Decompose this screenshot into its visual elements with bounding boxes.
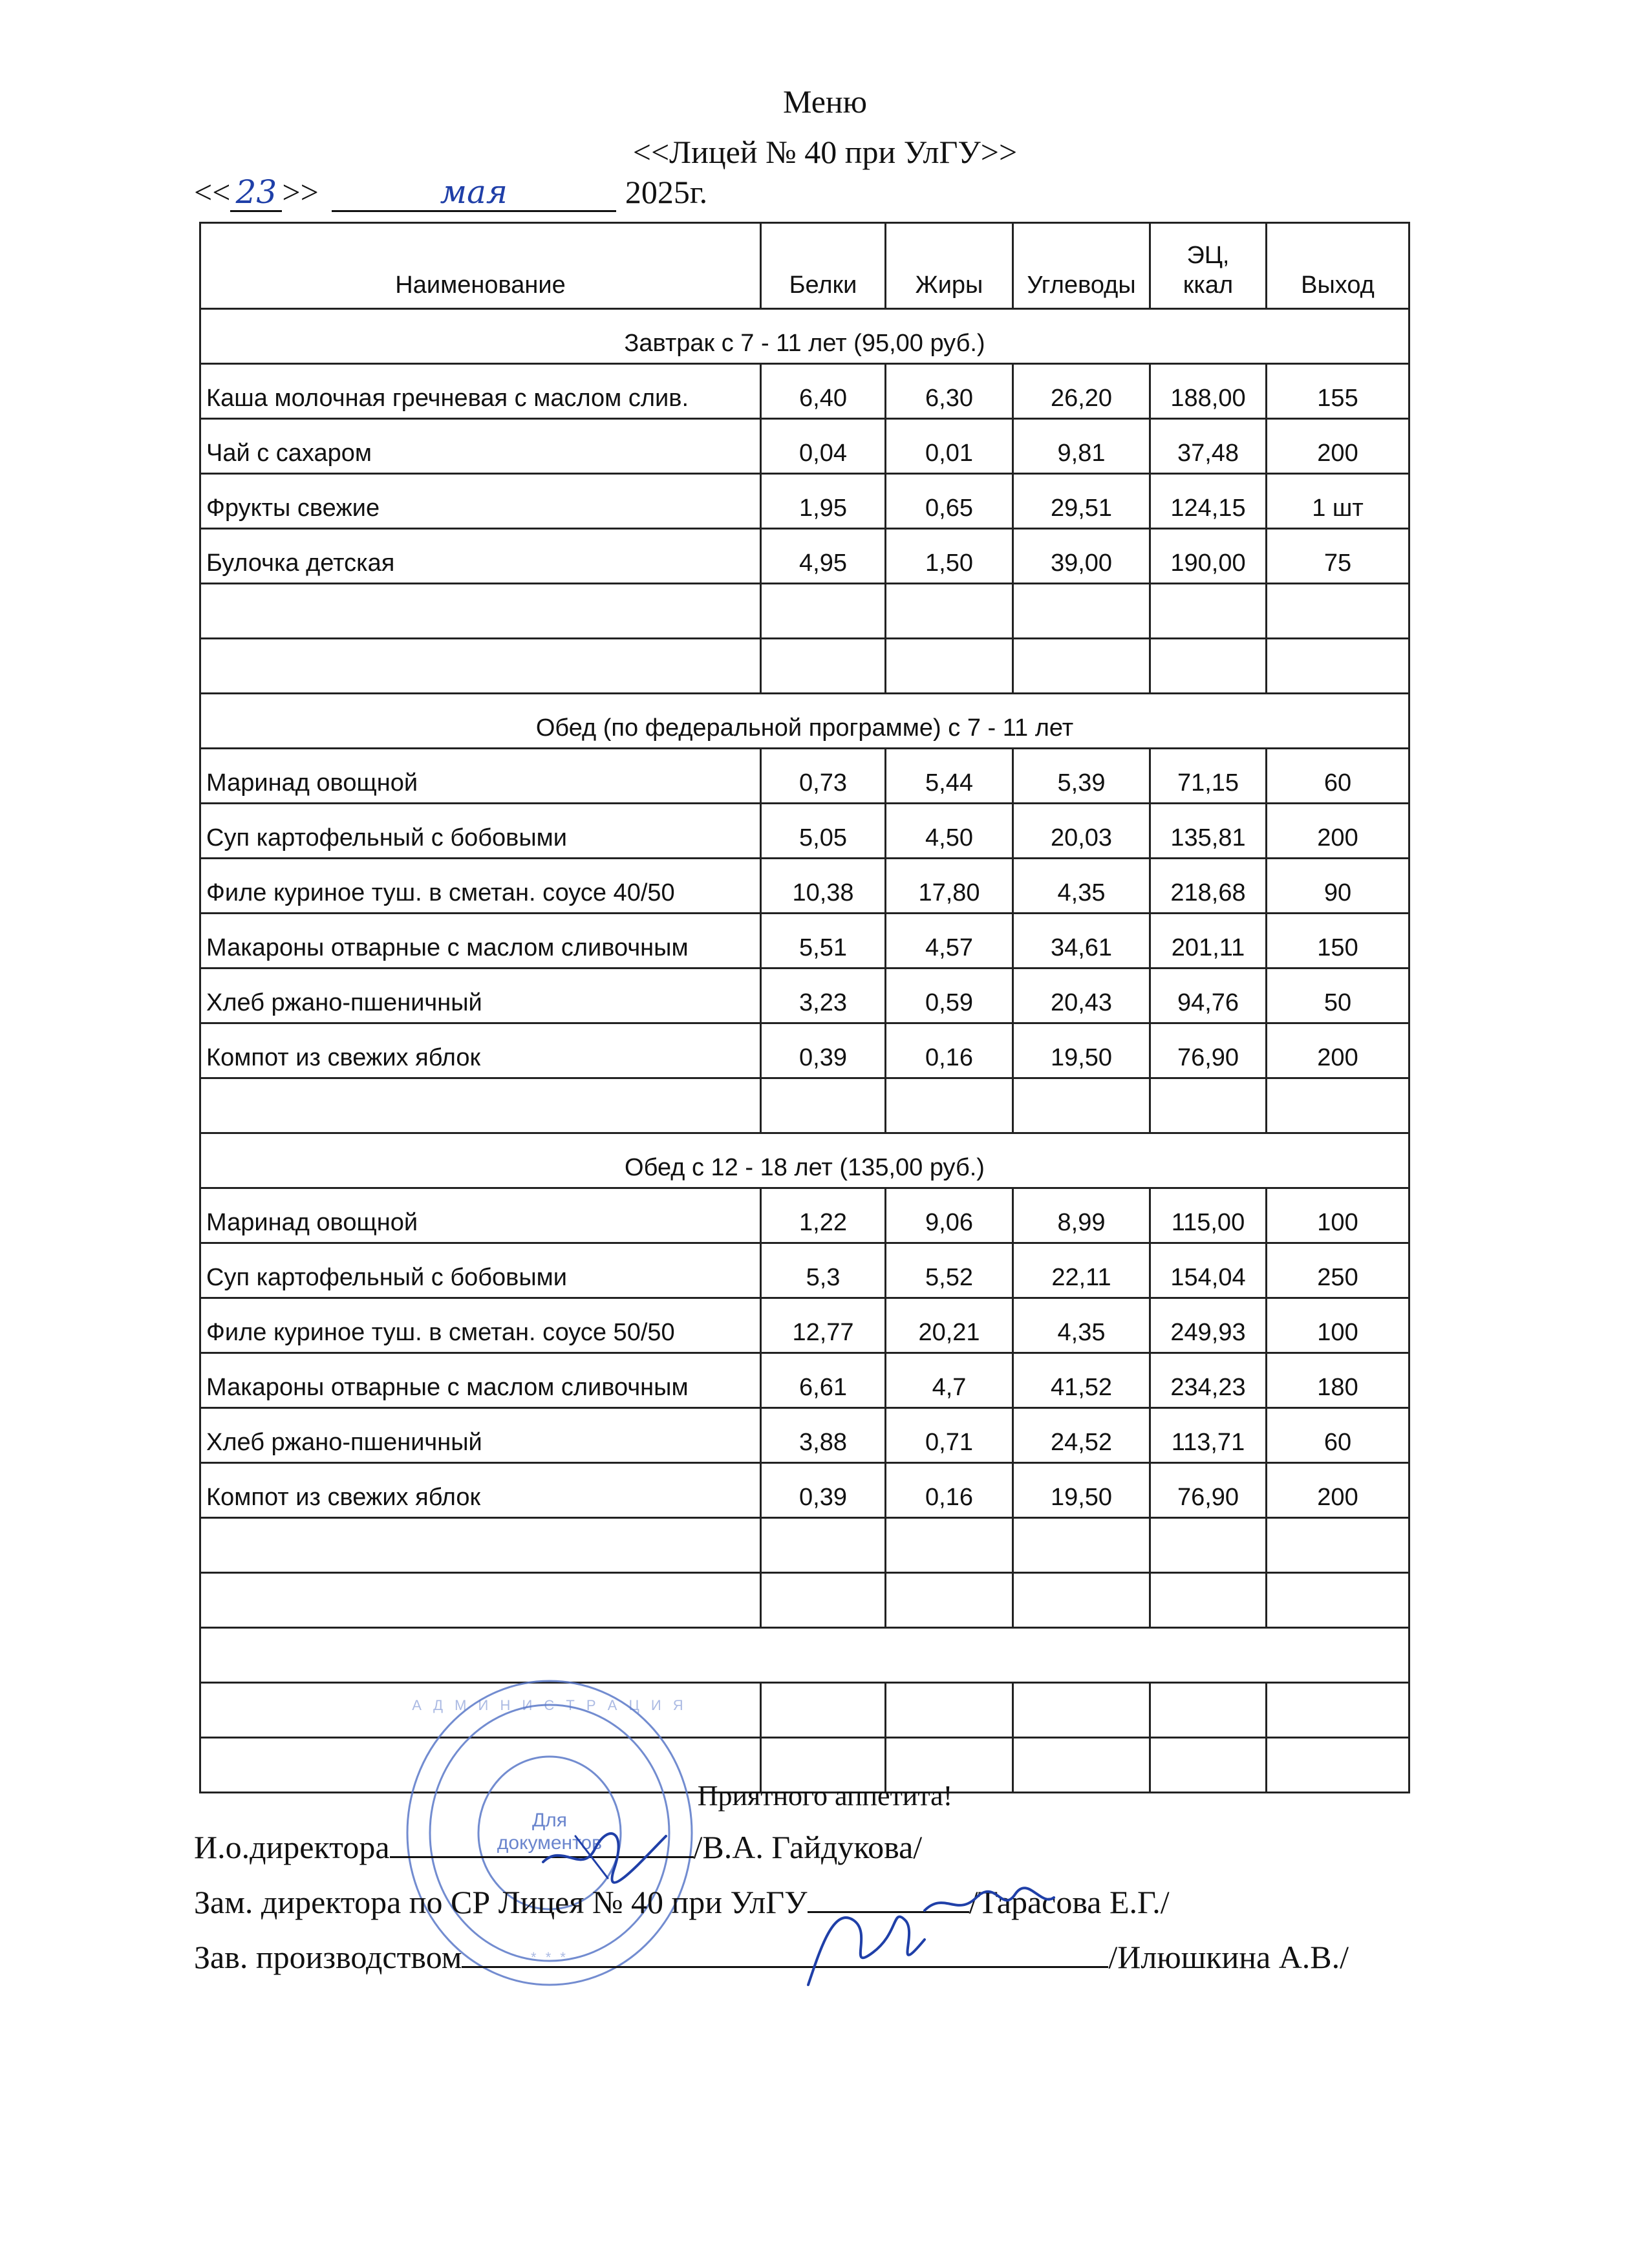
dish-name: Суп картофельный с бобовыми [200, 1243, 761, 1298]
protein-value: 0,73 [761, 749, 886, 804]
col-yield-header: Выход [1267, 223, 1409, 309]
fat-value: 0,16 [886, 1023, 1013, 1078]
deputy-label: Зам. директора по СР Лицея № 40 при УлГУ [194, 1884, 808, 1920]
energy-value: 124,15 [1150, 474, 1267, 529]
empty-section-row [200, 1628, 1409, 1683]
dish-name: Компот из свежих яблок [200, 1023, 761, 1078]
table-row [200, 1353, 1409, 1408]
fat-value: 4,7 [886, 1353, 1013, 1408]
carbs-value: 22,11 [1013, 1243, 1150, 1298]
dish-name: Фрукты свежие [200, 474, 761, 529]
carbs-value: 20,03 [1013, 804, 1150, 859]
production-signature-line [194, 1936, 1349, 1976]
carbs-value: 5,39 [1013, 749, 1150, 804]
protein-value: 6,61 [761, 1353, 886, 1408]
carbs-value: 19,50 [1013, 1463, 1150, 1518]
protein-value: 10,38 [761, 859, 886, 914]
table-row [200, 968, 1409, 1023]
dish-name: Филе куриное туш. в сметан. соусе 40/50 [200, 859, 761, 914]
protein-value: 0,39 [761, 1463, 886, 1518]
protein-value: 3,88 [761, 1408, 886, 1463]
col-protein-header: Белки [761, 223, 886, 309]
energy-value: 94,76 [1150, 968, 1267, 1023]
protein-value: 4,95 [761, 529, 886, 584]
dish-name: Макароны отварные с маслом сливочным [200, 914, 761, 968]
yield-value: 200 [1267, 1023, 1409, 1078]
yield-value: 200 [1267, 1463, 1409, 1518]
svg-text:* * *: * * * [531, 1949, 568, 1965]
energy-value: 249,93 [1150, 1298, 1267, 1353]
table-row [200, 364, 1409, 419]
protein-value: 0,39 [761, 1023, 886, 1078]
yield-value: 100 [1267, 1188, 1409, 1243]
col-fat-header: Жиры [886, 223, 1013, 309]
table-row [200, 474, 1409, 529]
table-row [200, 1023, 1409, 1078]
yield-value: 75 [1267, 529, 1409, 584]
col-carbs-header: Углеводы [1013, 223, 1150, 309]
page-title: Меню [782, 83, 868, 120]
section-title: Обед (по федеральной программе) с 7 - 11 лет [200, 694, 1409, 749]
production-signature-blank [462, 1936, 1108, 1968]
energy-value: 234,23 [1150, 1353, 1267, 1408]
col-energy-line1: ЭЦ, [1186, 242, 1230, 269]
energy-value: 115,00 [1150, 1188, 1267, 1243]
director-label: И.о.директора [194, 1829, 390, 1865]
col-name-header: Наименование [200, 223, 761, 309]
section-title: Обед с 12 - 18 лет (135,00 руб.) [200, 1133, 1409, 1188]
table-row [200, 859, 1409, 914]
dish-name: Булочка детская [200, 529, 761, 584]
dish-name: Макароны отварные с маслом сливочным [200, 1353, 761, 1408]
yield-value: 250 [1267, 1243, 1409, 1298]
energy-value: 201,11 [1150, 914, 1267, 968]
empty-row [200, 584, 1409, 639]
fat-value: 4,57 [886, 914, 1013, 968]
dish-name: Компот из свежих яблок [200, 1463, 761, 1518]
energy-value: 188,00 [1150, 364, 1267, 419]
fat-value: 0,01 [886, 419, 1013, 474]
energy-value: 37,48 [1150, 419, 1267, 474]
carbs-value: 9,81 [1013, 419, 1150, 474]
section-row-breakfast [200, 309, 1409, 364]
empty-row [200, 1518, 1409, 1573]
protein-value: 1,22 [761, 1188, 886, 1243]
carbs-value: 29,51 [1013, 474, 1150, 529]
section-title: Завтрак с 7 - 11 лет (95,00 руб.) [200, 309, 1409, 364]
table-row [200, 1408, 1409, 1463]
fat-value: 5,52 [886, 1243, 1013, 1298]
protein-value: 3,23 [761, 968, 886, 1023]
yield-value: 60 [1267, 749, 1409, 804]
yield-value: 1 шт [1267, 474, 1409, 529]
protein-value: 0,04 [761, 419, 886, 474]
table-row [200, 749, 1409, 804]
date-month-scribble-icon [336, 175, 569, 220]
col-energy-header [1150, 223, 1267, 309]
carbs-value: 39,00 [1013, 529, 1150, 584]
menu-table [199, 222, 1410, 1793]
energy-value: 113,71 [1150, 1408, 1267, 1463]
table-header-row [200, 223, 1409, 309]
yield-value: 100 [1267, 1298, 1409, 1353]
stamp-text-2: документов [497, 1832, 603, 1854]
dish-name: Хлеб ржано-пшеничный [200, 968, 761, 1023]
dish-name: Чай с сахаром [200, 419, 761, 474]
stamp-text-1: Для [531, 1810, 568, 1831]
deputy-name: /Тарасова Е.Г./ [969, 1884, 1170, 1920]
empty-row [200, 1683, 1409, 1738]
protein-value: 1,95 [761, 474, 886, 529]
date-mid: >> [282, 174, 319, 210]
protein-value: 5,51 [761, 914, 886, 968]
dish-name: Филе куриное туш. в сметан. соусе 50/50 [200, 1298, 761, 1353]
table-row [200, 914, 1409, 968]
fat-value: 0,71 [886, 1408, 1013, 1463]
protein-value: 5,05 [761, 804, 886, 859]
carbs-value: 8,99 [1013, 1188, 1150, 1243]
fat-value: 20,21 [886, 1298, 1013, 1353]
fat-value: 17,80 [886, 859, 1013, 914]
fat-value: 9,06 [886, 1188, 1013, 1243]
fat-value: 0,16 [886, 1463, 1013, 1518]
fat-value: 6,30 [886, 364, 1013, 419]
energy-value: 190,00 [1150, 529, 1267, 584]
fat-value: 5,44 [886, 749, 1013, 804]
energy-value: 154,04 [1150, 1243, 1267, 1298]
date-month: мая [332, 174, 616, 212]
dish-name: Суп картофельный с бобовыми [200, 804, 761, 859]
yield-value: 60 [1267, 1408, 1409, 1463]
yield-value: 90 [1267, 859, 1409, 914]
table-row [200, 1463, 1409, 1518]
date-day: 23 [230, 174, 282, 212]
production-signature-icon [795, 1894, 938, 1991]
empty-row [200, 1078, 1409, 1133]
closing-wish: Приятного аппетита! [697, 1780, 953, 1812]
empty-row [200, 1573, 1409, 1628]
table-row [200, 804, 1409, 859]
carbs-value: 34,61 [1013, 914, 1150, 968]
carbs-value: 24,52 [1013, 1408, 1150, 1463]
carbs-value: 4,35 [1013, 1298, 1150, 1353]
production-label: Зав. производством [194, 1939, 462, 1975]
deputy-signature-icon [918, 1878, 1060, 1930]
dish-name: Маринад овощной [200, 1188, 761, 1243]
dish-name: Хлеб ржано-пшеничный [200, 1408, 761, 1463]
fat-value: 1,50 [886, 529, 1013, 584]
fat-value: 0,59 [886, 968, 1013, 1023]
section-row-lunch-federal [200, 694, 1409, 749]
table-row [200, 1243, 1409, 1298]
protein-value: 6,40 [761, 364, 886, 419]
col-energy-line2: ккал [1183, 272, 1234, 299]
table-row [200, 1188, 1409, 1243]
carbs-value: 26,20 [1013, 364, 1150, 419]
section-row-lunch-senior [200, 1133, 1409, 1188]
yield-value: 50 [1267, 968, 1409, 1023]
empty-row [200, 639, 1409, 694]
energy-value: 135,81 [1150, 804, 1267, 859]
carbs-value: 20,43 [1013, 968, 1150, 1023]
school-name: <<Лицей № 40 при УлГУ>> [632, 134, 1018, 170]
energy-value: 76,90 [1150, 1463, 1267, 1518]
carbs-value: 19,50 [1013, 1023, 1150, 1078]
carbs-value: 41,52 [1013, 1353, 1150, 1408]
table-row [200, 1298, 1409, 1353]
fat-value: 0,65 [886, 474, 1013, 529]
energy-value: 76,90 [1150, 1023, 1267, 1078]
svg-text:А Д М И Н И С Т Р А Ц И Я: А Д М И Н И С Т Р А Ц И Я [412, 1697, 687, 1713]
yield-value: 180 [1267, 1353, 1409, 1408]
energy-value: 71,15 [1150, 749, 1267, 804]
carbs-value: 4,35 [1013, 859, 1150, 914]
fat-value: 4,50 [886, 804, 1013, 859]
protein-value: 5,3 [761, 1243, 886, 1298]
protein-value: 12,77 [761, 1298, 886, 1353]
director-signature-icon [537, 1817, 679, 1888]
yield-value: 155 [1267, 364, 1409, 419]
dish-name: Каша молочная гречневая с маслом слив. [200, 364, 761, 419]
energy-value: 218,68 [1150, 859, 1267, 914]
dish-name: Маринад овощной [200, 749, 761, 804]
production-name: /Илюшкина А.В./ [1108, 1939, 1349, 1975]
date-year: 2025г. [625, 174, 708, 210]
date-prefix: << [194, 174, 231, 210]
table-row [200, 529, 1409, 584]
table-row [200, 419, 1409, 474]
yield-value: 200 [1267, 419, 1409, 474]
yield-value: 150 [1267, 914, 1409, 968]
director-name: /В.А. Гайдукова/ [693, 1829, 923, 1865]
yield-value: 200 [1267, 804, 1409, 859]
